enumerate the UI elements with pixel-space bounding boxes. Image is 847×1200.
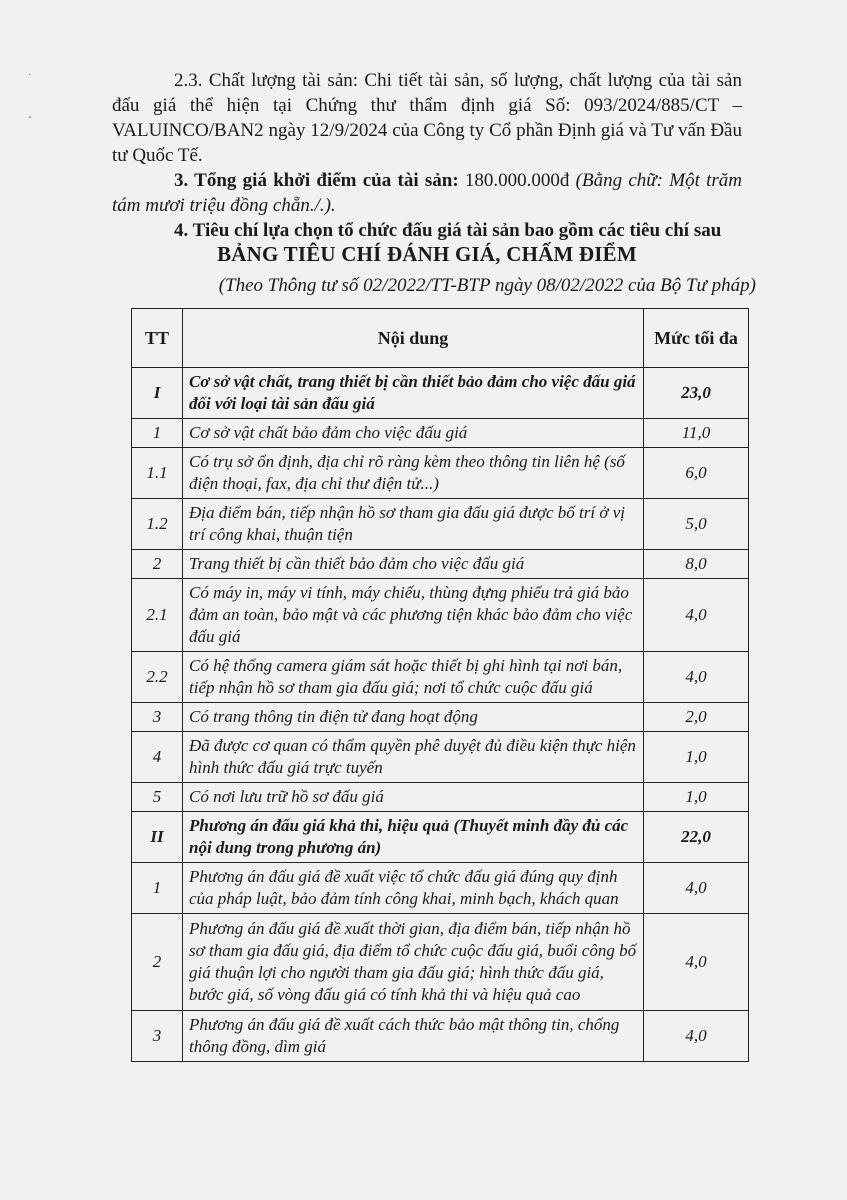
row-tt: 3 xyxy=(132,1011,183,1062)
row-content: Đã được cơ quan có thẩm quyền phê duyệt đủ điều kiện thực hiện hình thức đấu giá trực tuyến xyxy=(183,732,644,783)
row-content: Địa điểm bán, tiếp nhận hồ sơ tham gia đấu giá được bố trí ở vị trí công khai, thuận tiện xyxy=(183,499,644,550)
header-content: Nội dung xyxy=(183,309,644,368)
starting-price-words: (Bằng chữ: Một trăm tám mươi triệu đồng chẵn./.). xyxy=(112,170,742,216)
header-max: Mức tối đa xyxy=(644,309,749,368)
row-tt: 1 xyxy=(132,863,183,914)
row-tt: I xyxy=(132,368,183,419)
criteria-table xyxy=(131,308,749,1062)
row-tt: 2 xyxy=(132,550,183,579)
table-row xyxy=(132,863,749,914)
row-tt: 2.2 xyxy=(132,652,183,703)
row-max: 2,0 xyxy=(644,703,749,732)
table-row xyxy=(132,812,749,863)
table-row xyxy=(132,368,749,419)
starting-price-value: 180.000.000đ xyxy=(458,170,576,191)
starting-price-paragraph xyxy=(112,168,742,218)
row-content: Phương án đấu giá đề xuất cách thức bảo mật thông tin, chống thông đồng, dìm giá xyxy=(183,1011,644,1062)
row-content: Phương án đấu giá khả thi, hiệu quả (Thuyết minh đầy đủ các nội dung trong phương án) xyxy=(183,812,644,863)
row-max: 4,0 xyxy=(644,914,749,1011)
starting-price-label: 3. Tổng giá khởi điểm của tài sản: xyxy=(174,170,459,191)
row-tt: 3 xyxy=(132,703,183,732)
row-max: 4,0 xyxy=(644,652,749,703)
row-max: 11,0 xyxy=(644,419,749,448)
row-content: Phương án đấu giá đề xuất thời gian, địa điểm bán, tiếp nhận hồ sơ tham gia đấu giá, địa điểm tổ chức cuộc đấu giá, buổi công bố giá thuận lợi cho người tham gia đấu giá; hình thức đấu giá, bước giá, số vòng đấu giá có tính khả thi và hiệu quả cao xyxy=(183,914,644,1011)
margin-mark: - xyxy=(28,110,32,123)
row-max: 5,0 xyxy=(644,499,749,550)
row-content: Có máy in, máy vi tính, máy chiếu, thùng đựng phiếu trả giá bảo đảm an toàn, bảo mật và các phương tiện khác bảo đảm cho việc đấu giá xyxy=(183,579,644,652)
row-tt: 1.1 xyxy=(132,448,183,499)
table-row xyxy=(132,579,749,652)
header-tt: TT xyxy=(132,309,183,368)
row-max: 22,0 xyxy=(644,812,749,863)
table-row xyxy=(132,703,749,732)
row-max: 6,0 xyxy=(644,448,749,499)
row-max: 23,0 xyxy=(644,368,749,419)
row-tt: 5 xyxy=(132,783,183,812)
row-content: Có trụ sở ổn định, địa chỉ rõ ràng kèm theo thông tin liên hệ (số điện thoại, fax, địa chỉ thư điện tử...) xyxy=(183,448,644,499)
table-row xyxy=(132,652,749,703)
margin-mark: · xyxy=(28,68,32,81)
row-content: Có hệ thống camera giám sát hoặc thiết bị ghi hình tại nơi bán, tiếp nhận hồ sơ tham gia đấu giá; nơi tổ chức cuộc đấu giá xyxy=(183,652,644,703)
row-max: 4,0 xyxy=(644,863,749,914)
asset-quality-paragraph: 2.3. Chất lượng tài sản: Chi tiết tài sản, số lượng, chất lượng của tài sản đấu giá thể hiện tại Chứng thư thẩm định giá Số: 093/2024/885/CT – VALUINCO/BAN2 ngày 12/9/2024 của Công ty Cổ phần Định giá và Tư vấn Đầu tư Quốc Tế. xyxy=(112,70,742,166)
table-header-row xyxy=(132,309,749,368)
table-row xyxy=(132,550,749,579)
row-max: 8,0 xyxy=(644,550,749,579)
table-subtitle: (Theo Thông tư số 02/2022/TT-BTP ngày 08/02/2022 của Bộ Tư pháp) xyxy=(218,275,756,296)
table-title: BẢNG TIÊU CHÍ ĐÁNH GIÁ, CHẤM ĐIỂM xyxy=(217,242,637,266)
table-row xyxy=(132,419,749,448)
row-tt: 2 xyxy=(132,914,183,1011)
row-content: Cơ sở vật chất bảo đảm cho việc đấu giá xyxy=(183,419,644,448)
row-tt: II xyxy=(132,812,183,863)
table-row xyxy=(132,732,749,783)
row-max: 4,0 xyxy=(644,579,749,652)
criteria-heading: 4. Tiêu chí lựa chọn tổ chức đấu giá tài sản bao gồm các tiêu chí sau xyxy=(174,220,722,241)
row-max: 1,0 xyxy=(644,732,749,783)
table-row xyxy=(132,448,749,499)
row-content: Cơ sở vật chất, trang thiết bị cần thiết bảo đảm cho việc đấu giá đối với loại tài sản đấu giá xyxy=(183,368,644,419)
table-row xyxy=(132,1011,749,1062)
row-content: Có nơi lưu trữ hồ sơ đấu giá xyxy=(183,783,644,812)
row-max: 1,0 xyxy=(644,783,749,812)
table-row xyxy=(132,914,749,1011)
row-tt: 4 xyxy=(132,732,183,783)
row-tt: 1 xyxy=(132,419,183,448)
row-content: Có trang thông tin điện tử đang hoạt động xyxy=(183,703,644,732)
table-row xyxy=(132,783,749,812)
row-tt: 1.2 xyxy=(132,499,183,550)
row-content: Trang thiết bị cần thiết bảo đảm cho việc đấu giá xyxy=(183,550,644,579)
row-tt: 2.1 xyxy=(132,579,183,652)
row-content: Phương án đấu giá đề xuất việc tổ chức đấu giá đúng quy định của pháp luật, bảo đảm tính công khai, minh bạch, khách quan xyxy=(183,863,644,914)
row-max: 4,0 xyxy=(644,1011,749,1062)
table-row xyxy=(132,499,749,550)
